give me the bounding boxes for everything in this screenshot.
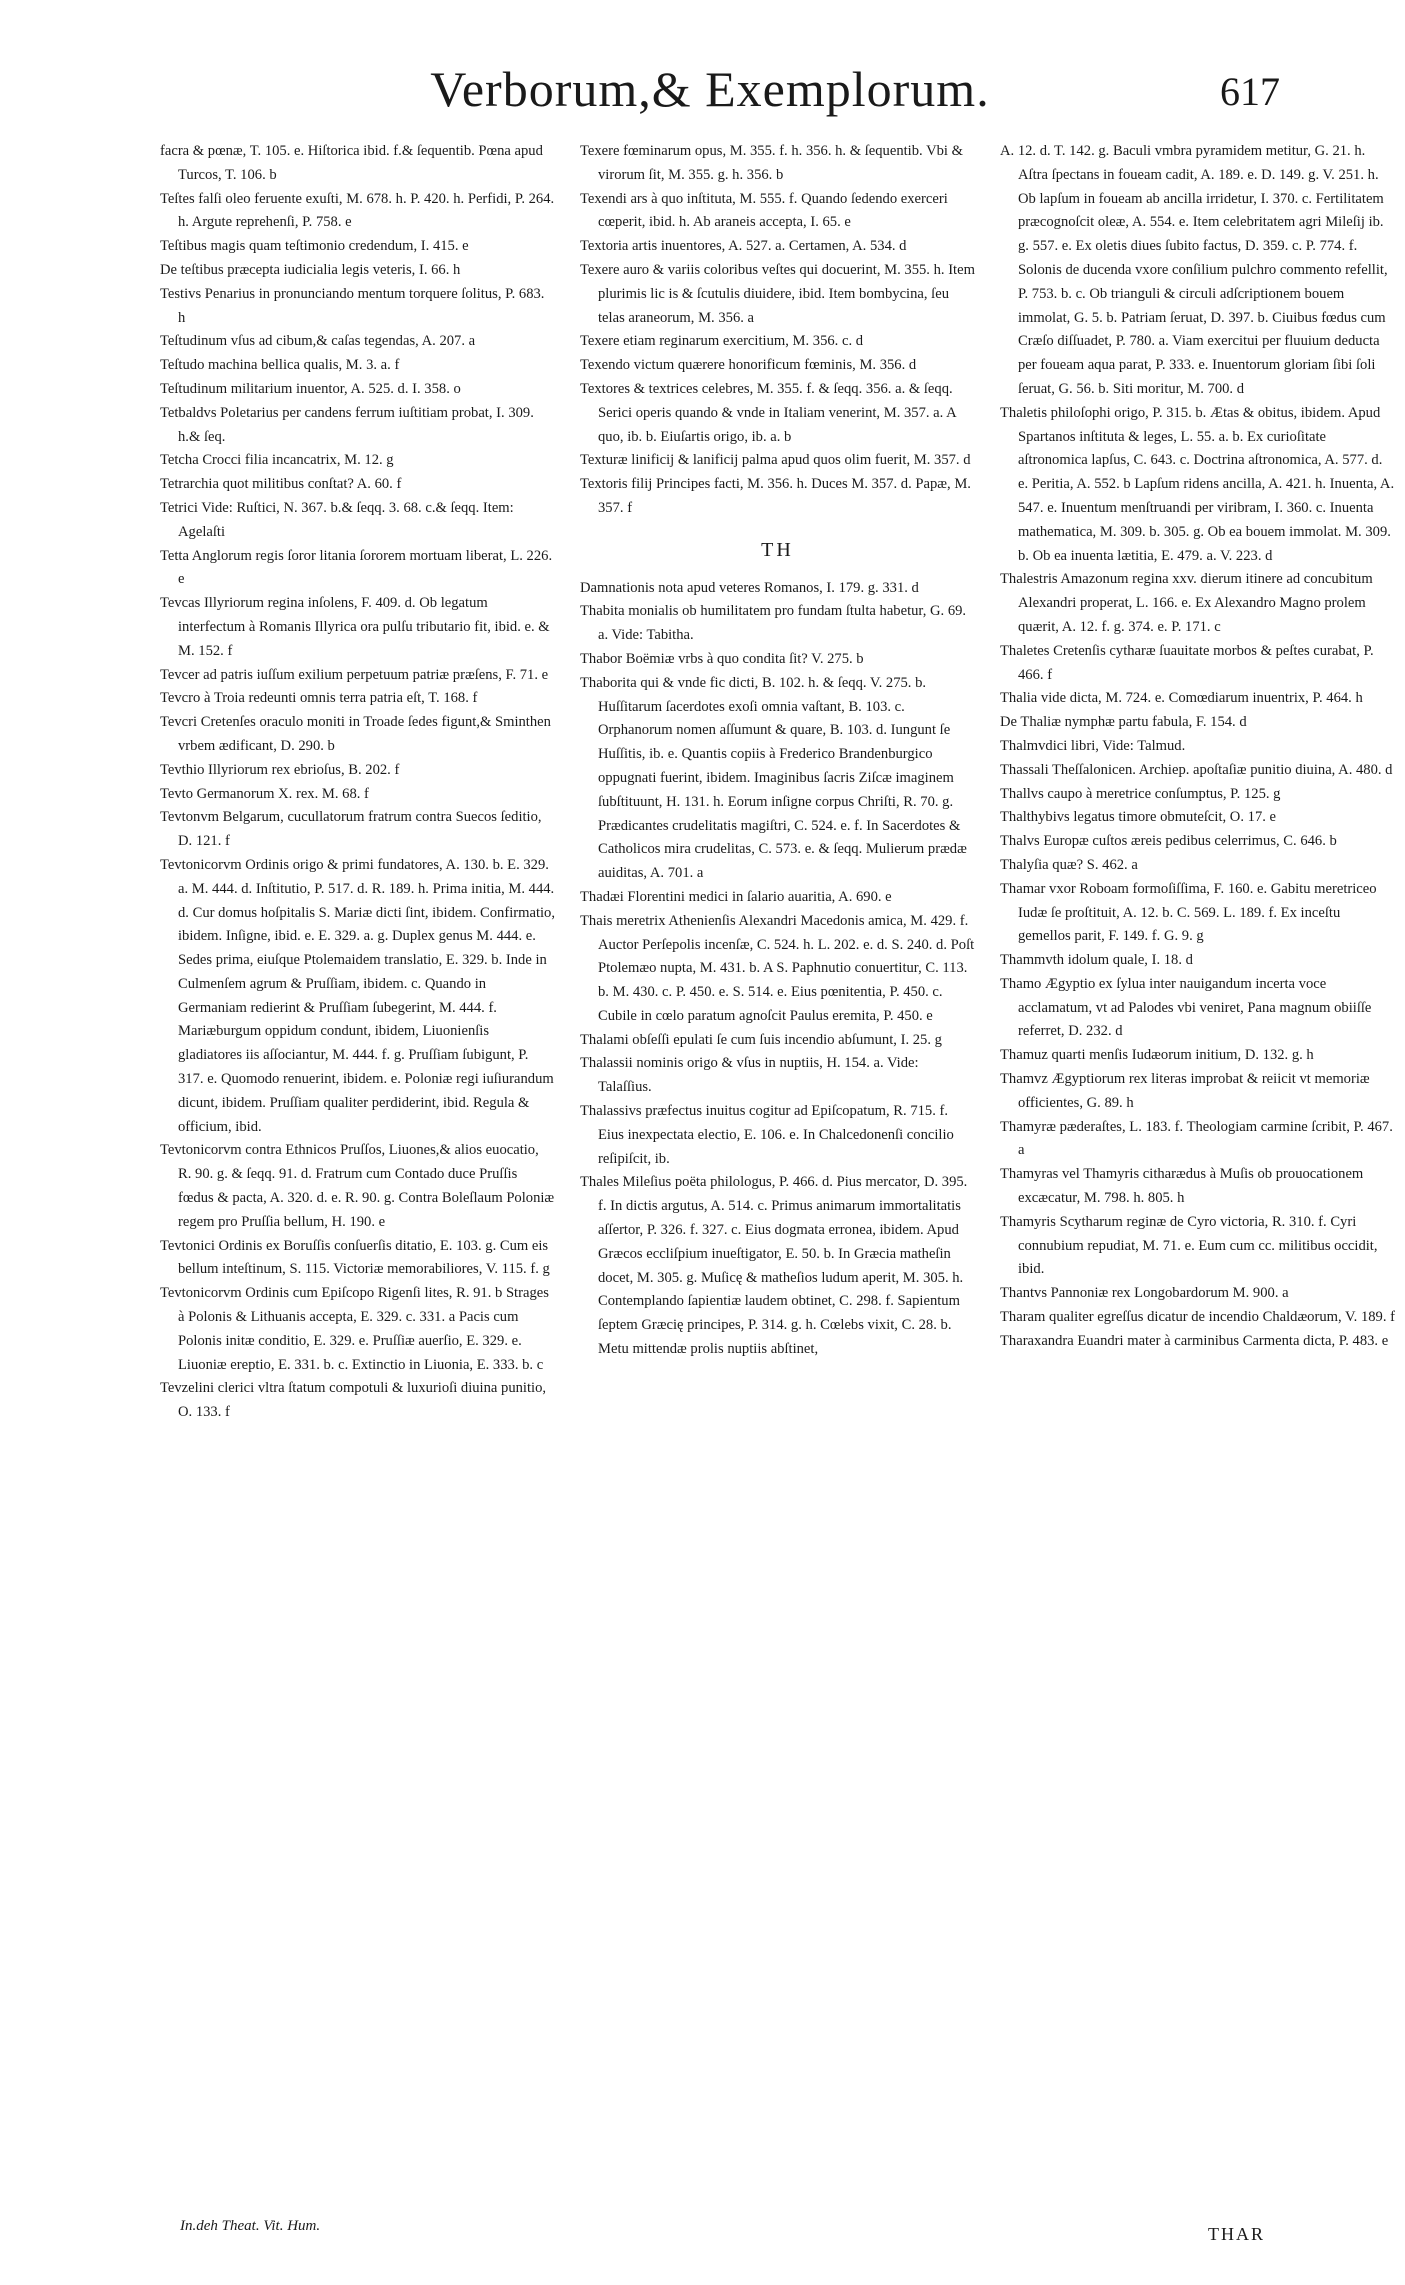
index-entry: A. 12. d. T. 142. g. Baculi vmbra pyramidem metitur, G. 21. h. Aſtra ſpectans in foueam cadit, A. 189. e. D. 149. g. V. 251. h. Ob lapſum in foueam ab ancilla irridetur, I. 370. c. Fertilitatem præcognoſcit oleæ, A. 554. e. Item celebritatem agri Mileſij ib. g. 557. e. Ex oletis diues ſubito factus, D. 359. c. P. 774. f. Solonis de ducenda vxore conſilium pulchro commento refellit, P. 753. b. c. Ob trianguli & circuli adſcriptionem bouem immolat, G. 5. b. Patriam ſeruat, D. 397. b. Ciuibus fœdus cum Cræſo diſſuadet, P. 780. a. Viam exercitui per fluuium deducta per foueam aqua parat, P. 333. e. Inuentorum gloriam ſibi ſoli ſeruat, G. 56. b. Siti moritur, M. 700. d (1000, 143, 1388, 397)
index-entry: Tetrici Vide: Ruſtici, N. 367. b.& ſeqq. 3. 68. c.& ſeqq. Item: Agelaſti (160, 499, 514, 540)
index-entry: Teſtibus magis quam teſtimonio credendum, I. 415. e (160, 238, 469, 255)
index-entry: Teſtudinum militarium inuentor, A. 525. d. I. 358. o (160, 380, 461, 397)
index-entry: Thamar vxor Roboam formoſiſſima, F. 160. e. Gabitu meretriceo Iudæ ſe proſtituit, A. 12. b. C. 569. L. 189. f. Ex inceſtu gemellos parit, F. 149. f. G. 9. g (1000, 880, 1377, 945)
index-entry: Testivs Penarius in pronunciando mentum torquere ſolitus, P. 683. h (160, 285, 545, 326)
index-entry: Tevcas Illyriorum regina inſolens, F. 409. d. Ob legatum interfectum à Romanis Illyrica ora pulſu tributario fit, ibid. e. & M. 152. f (160, 595, 550, 659)
index-entry: Thalami obſeſſi epulati ſe cum ſuis incendio abſumunt, I. 25. g (580, 1031, 942, 1048)
printer-mark: In.deh Theat. Vit. Hum. (180, 2218, 321, 2234)
index-entry: Textores & textrices celebres, M. 355. f. & ſeqq. 356. a. & ſeqq. Serici operis quando & vnde in Italiam venerint, M. 357. a. A quo, ib. b. Eiuſartis origo, ib. a. b (580, 380, 956, 445)
index-entry: Tevtonici Ordinis ex Boruſſis conſuerſis ditatio, E. 103. g. Cum eis bellum inteſtinum, S. 115. Victoriæ memorabiliores, V. 115. f. g (160, 1237, 550, 1278)
index-entry: Thaletis philoſophi origo, P. 315. b. Ætas & obitus, ibidem. Apud Spartanos inſtituta & leges, L. 55. a. b. Ex curioſitate aſtronomica lapſus, C. 643. c. Doctrina aſtronomica, A. 577. d. e. Peritia, A. 552. b Lapſum ridens ancilla, A. 421. h. Inuenta, A. 547. e. Inuentum menſtruandi per viribram, I. 360. c. Inuenta mathematica, M. 309. b. 305. g. Ob ea bouem immolat. M. 309. b. Ob ea inuenta lætitia, E. 479. a. V. 223. d (1000, 404, 1395, 564)
index-entry: Tetcha Crocci filia incancatrix, M. 12. g (160, 452, 394, 469)
index-entry: Thamuz quarti menſis Iudæorum initium, D. 132. g. h (1000, 1047, 1314, 1064)
index-entry: Tevcer ad patris iuſſum exilium perpetuum patriæ præſens, F. 71. e (160, 666, 549, 683)
index-entry: Thallvs caupo à meretrice conſumptus, P. 125. g (1000, 785, 1281, 802)
index-entry: Thais meretrix Athenienſis Alexandri Macedonis amica, M. 429. f. Auctor Perſepolis incenſæ, C. 524. h. L. 202. e. d. S. 240. d. Poſt Ptolemæo nupta, M. 431. b. A S. Paphnutio conuertitur, C. 113. b. M. 430. c. P. 450. e. S. 514. e. Eius pœnitentia, P. 450. c. Cubile in cœlo paratum agnoſcit Paulus eremita, P. 450. e (580, 912, 975, 1024)
index-entry: Tharaxandra Euandri mater à carminibus Carmenta dicta, P. 483. e (1000, 1332, 1389, 1349)
index-entry: Thamo Ægyptio ex ſylua inter nauigandum incerta voce acclamatum, vt ad Palodes vbi veniret, Pana magnum obiiſſe referret, D. 232. d (1000, 975, 1372, 1040)
index-entry: Texere fœminarum opus, M. 355. f. h. 356. h. & ſequentib. Vbi & virorum ſit, M. 355. g. h. 356. b (580, 143, 963, 183)
index-entry: Thalmvdici libri, Vide: Talmud. (1000, 737, 1186, 754)
index-entry: Thaborita qui & vnde fic dicti, B. 102. h. & ſeqq. V. 275. b. Huſſitarum ſacerdotes exoſi omnia vaſtant, B. 103. c. Orphanorum nomen aſſumunt & quare, B. 103. d. Iungunt ſe Huſſitis, ib. e. Quantis copiis à Frederico Brandenburgico oppugnati fuerint, ibidem. Imaginibus ſacris Ziſcæ imaginem ſubſtituunt, H. 131. h. Eorum inſigne corpus Chriſti, R. 70. g. Prædicantes crudelitatis magiſtri, C. 524. e. f. In Sacerdotes & Catholicos mira crudelitas, C. 573. e. & ſeqq. Mulierum prædæ auiditas, A. 701. a (580, 674, 967, 882)
index-entry: Tevcri Cretenſes oraculo moniti in Troade ſedes figunt,& Sminthen vrbem ædificant, D. 290. b (160, 714, 551, 754)
index-entry: facra & pœnæ, T. 105. e. Hiſtorica ibid. f.& ſequentib. Pœna apud Turcos, T. 106. b (160, 143, 543, 183)
catchword: THAR (1208, 2224, 1265, 2244)
index-entry: Thabita monialis ob humilitatem pro fundam ſtulta habetur, G. 69. a. Vide: Tabitha. (580, 603, 967, 644)
index-entry: Thalestris Amazonum regina xxv. dierum itinere ad concubitum Alexandri properat, L. 166. e. Ex Alexandro Magno prolem quærit, A. 12. f. g. 374. e. P. 171. c (1000, 571, 1373, 635)
index-entry: Thalassivs præfectus inuitus cogitur ad Epiſcopatum, R. 715. f. Eius inexpectata electio, E. 106. e. In Chalcedonenſi concilio reſipiſcit, ib. (580, 1103, 954, 1167)
index-entry: Texendo victum quærere honorificum fœminis, M. 356. d (580, 357, 917, 374)
index-entry: Thalyſia quæ? S. 462. a (1000, 856, 1138, 873)
index-entry: Tevtonvm Belgarum, cucullatorum fratrum contra Suecos ſeditio, D. 121. f (160, 809, 542, 850)
index-entry: Thammvth idolum quale, I. 18. d (1000, 952, 1193, 969)
index-entry: Thassali Theſſalonicen. Archiep. apoſtaſiæ punitio diuina, A. 480. d (1000, 761, 1393, 778)
index-entry: Thamyris Scytharum reginæ de Cyro victoria, R. 310. f. Cyri connubium repudiat, M. 71. e. Eum cum cc. militibus occidit, ibid. (1000, 1213, 1378, 1278)
index-entry: Tevthio Illyriorum rex ebrioſus, B. 202. f (160, 761, 400, 778)
index-entry: Thalthybivs legatus timore obmuteſcit, O. 17. e (1000, 809, 1277, 826)
page-number: 617 (1220, 69, 1280, 114)
index-entry: Tevtonicorvm Ordinis cum Epiſcopo Rigenſi lites, R. 91. b Strages à Polonis & Lithuanis accepta, E. 329. c. 331. a Pacis cum Polonis initæ conditio, E. 329. e. Pruſſiæ auerſio, E. 329. e. Liuoniæ ereptio, E. 331. b. c. Extinctio in Liuonia, E. 333. b. c (160, 1285, 549, 1373)
index-entry: De teſtibus præcepta iudicialia legis veteris, I. 66. h (160, 261, 461, 278)
index-entry: Tetrarchia quot militibus conſtat? A. 60. f (160, 476, 402, 493)
index-entry: Teſtes falſi oleo feruente exuſti, M. 678. h. P. 420. h. Perfidi, P. 264. h. Argute reprehenſi, P. 758. e (160, 190, 555, 231)
index-entry: Thantvs Pannoniæ rex Longobardorum M. 900. a (1000, 1285, 1289, 1302)
running-title: Verborum,& Exemplorum. (430, 61, 990, 117)
index-entry: Tevtonicorvm Ordinis origo & primi fundatores, A. 130. b. E. 329. a. M. 444. d. Inſtitutio, P. 517. d. R. 189. h. Prima initia, M. 444. d. Cur domus hoſpitalis S. Mariæ dicti ſint, ibidem. Confirmatio, ibidem. Inſigne, ibid. e. E. 329. a. g. Duplex genus M. 444. e. Sedes prima, eiuſque Ptolemaidem translatio, E. 329. b. Inde in Culmenſem agrum & Pruſſiam, ibidem. c. Quando in Germaniam redierint & Pruſſiam ſubegerint, M. 444. f. Mariæburgum oppidum condunt, ibidem, Liuonienſis gladiatores iis aſſociantur, M. 444. f. g. Pruſſiam ſubigunt, P. 317. e. Quomodo renuerint, ibidem. e. Poloniæ regi iuſiurandum dicunt, ibidem. Pruſſiam qualiter perdiderint, ibid. Regula & officium, ibid. (160, 856, 555, 1135)
index-entry: Textoria artis inuentores, A. 527. a. Certamen, A. 534. d (580, 238, 907, 255)
index-entry: Thaletes Cretenſis cytharæ ſuauitate morbos & peſtes curabat, P. 466. f (1000, 642, 1374, 683)
index-entry: Tevzelini clerici vltra ſtatum compotuli & luxurioſi diuina punitio, O. 133. f (160, 1380, 547, 1421)
index-column-1 (160, 140, 555, 1425)
index-entry: Thamvz Ægyptiorum rex literas improbat & reiicit vt memoriæ officientes, G. 89. h (1000, 1071, 1370, 1111)
index-entry: Thales Mileſius poëta philologus, P. 466. d. Pius mercator, D. 395. f. In dictis argutus, A. 514. c. Primus animarum immortalitatis aſſertor, P. 326. f. 327. c. Eius dogmata erronea, ibidem. Apud Græcos eccliſpium inueſtigator, E. 50. b. In Græcia matheſin docet, M. 305. g. Muſicę & matheſios ludum aperit, M. 305. h. Contemplando ſapientiæ laudem obtinet, C. 298. f. Sapientum ſeptem Græcię principes, P. 314. g. h. Cœlebs vixit, C. 28. b. Metu mittendæ prolis nuptiis abſtinet, (580, 1174, 968, 1358)
index-entry: Tetta Anglorum regis ſoror litania ſororem mortuam liberat, L. 226. e (160, 547, 553, 588)
index-entry: Thalia vide dicta, M. 724. e. Comœdiarum inuentrix, P. 464. h (1000, 690, 1363, 707)
section-heading: TH (761, 538, 794, 561)
index-entry: Thalvs Europæ cuſtos æreis pedibus celerrimus, C. 646. b (1000, 833, 1337, 850)
index-entry: Tetbaldvs Poletarius per candens ferrum iuſtitiam probat, I. 309. h.& ſeq. (160, 404, 534, 445)
index-entry: Texendi ars à quo inſtituta, M. 555. f. Quando ſedendo exerceri cœperit, ibid. h. Ab araneis accepta, I. 65. e (580, 190, 948, 231)
index-entry: Texere etiam reginarum exercitium, M. 356. c. d (580, 333, 864, 350)
index-entry: Damnationis nota apud veteres Romanos, I. 179. g. 331. d (580, 579, 919, 596)
index-column-3 (1000, 140, 1395, 1354)
index-entry: Thabor Boëmiæ vrbs à quo condita ſit? V. 275. b (580, 650, 864, 667)
index-entry: Tevtonicorvm contra Ethnicos Pruſſos, Liuones,& alios euocatio, R. 90. g. & ſeqq. 91. d. Fratrum cum Contado duce Pruſſis fœdus & pacta, A. 320. d. e. R. 90. g. Contra Boleſlaum Poloniæ regem pro Pruſſia bellum, H. 190. e (160, 1142, 555, 1230)
index-entry: Teſtudo machina bellica qualis, M. 3. a. f (160, 357, 400, 374)
index-entry: Texere auro & variis coloribus veſtes qui docuerint, M. 355. h. Item plurimis lic is & ſcutulis diuidere, ibid. Item bombycina, ſeu telas araneorum, M. 356. a (580, 261, 975, 326)
index-entry: Textoris filij Principes facti, M. 356. h. Duces M. 357. d. Papæ, M. 357. f (580, 476, 971, 516)
index-entry: Tharam qualiter egreſſus dicatur de incendio Chaldæorum, V. 189. f (1000, 1309, 1396, 1326)
index-column-2 (580, 140, 975, 1362)
index-entry: Thamyræ pæderaſtes, L. 183. f. Theologiam carmine ſcribit, P. 467. a (1000, 1118, 1393, 1159)
index-entry: Texturæ linificij & lanificij palma apud quos olim fuerit, M. 357. d (580, 452, 971, 469)
page-header (160, 60, 1280, 130)
index-entry: De Thaliæ nymphæ partu fabula, F. 154. d (1000, 714, 1247, 731)
index-entry: Tevcro à Troia redeunti omnis terra patria eſt, T. 168. f (160, 690, 478, 707)
index-entry: Thalassii nominis origo & vſus in nuptiis, H. 154. a. Vide: Talaſſius. (580, 1055, 919, 1096)
index-entry: Thamyras vel Thamyris citharædus à Muſis ob prouocationem excæcatur, M. 798. h. 805. h (1000, 1166, 1364, 1207)
index-entry: Teſtudinum vſus ad cibum,& caſas tegendas, A. 207. a (160, 333, 476, 350)
index-entry: Tevto Germanorum X. rex. M. 68. f (160, 785, 369, 802)
index-entry: Thadæi Florentini medici in ſalario auaritia, A. 690. e (580, 888, 892, 905)
